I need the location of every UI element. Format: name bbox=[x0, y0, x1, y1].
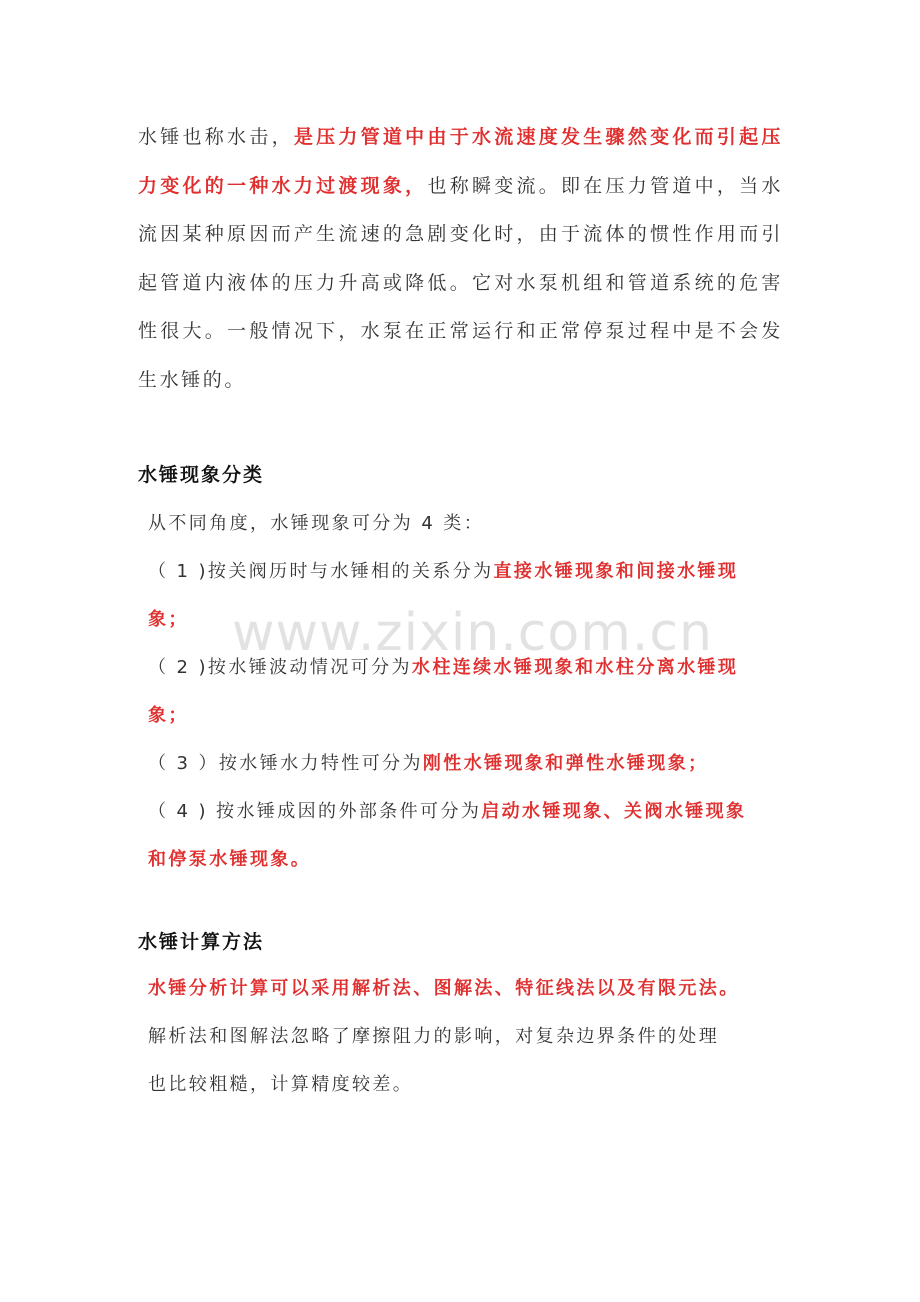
calculation-highlight: 水锤分析计算可以采用解析法、图解法、特征线法以及有限元法。 bbox=[148, 978, 740, 999]
item-2-highlight: 水柱连续水锤现象和水柱分离水锤现 bbox=[411, 657, 739, 678]
intro-text-rest: 也称瞬变流。即在压力管道中，当水流因某种原因而产生流速的急剧变化时，由于流体的惯性作用而引起管道内液体的压力升高或降低。它对水泵机组和管道系统的危害性很大。一般情况下，水泵在正常运行和正常停泵过程中是不会发生水锤的。 bbox=[138, 174, 783, 391]
item-1-highlight: 直接水锤现象和间接水锤现 bbox=[493, 561, 739, 582]
classification-intro: 从不同角度，水锤现象可分为 4 类： bbox=[148, 513, 485, 534]
intro-paragraph bbox=[138, 113, 783, 405]
classification-item-4 bbox=[148, 797, 783, 827]
item-2-label: （ 2 )按水锤波动情况可分为 bbox=[148, 657, 412, 678]
intro-highlight: 是压力管道中由于水流速度发生骤然变化而引起压力变化的一种水力过渡现象， bbox=[138, 126, 784, 197]
section-heading-classification: 水锤现象分类 bbox=[138, 464, 265, 486]
calculation-text-line-2: 也比较粗糙，计算精度较差。 bbox=[148, 1074, 414, 1095]
item-2-highlight-cont: 象； bbox=[148, 705, 189, 726]
section-heading-calculation: 水锤计算方法 bbox=[138, 931, 265, 953]
item-3-label: （ 3 ）按水锤水力特性可分为 bbox=[148, 753, 423, 774]
intro-text-start: 水锤也称水击， bbox=[138, 126, 294, 148]
classification-item-1 bbox=[148, 557, 783, 587]
watermark: www.zixin.com.cn bbox=[232, 603, 713, 663]
classification-item-2-cont bbox=[148, 701, 783, 731]
item-4-label: （ 4 ) 按水锤成因的外部条件可分为 bbox=[148, 801, 482, 822]
classification-item-4-cont bbox=[148, 845, 783, 875]
item-3-highlight: 刚性水锤现象和弹性水锤现象； bbox=[422, 753, 709, 774]
item-4-highlight: 启动水锤现象、关阀水锤现象 bbox=[481, 801, 747, 822]
item-4-highlight-cont: 和停泵水锤现象。 bbox=[148, 849, 312, 870]
calculation-text-line-1: 解析法和图解法忽略了摩擦阻力的影响，对复杂边界条件的处理 bbox=[148, 1026, 720, 1047]
item-1-highlight-cont: 象； bbox=[148, 609, 189, 630]
classification-item-3 bbox=[148, 749, 783, 779]
item-1-label: （ 1 )按关阀历时与水锤相的关系分为 bbox=[148, 561, 494, 582]
